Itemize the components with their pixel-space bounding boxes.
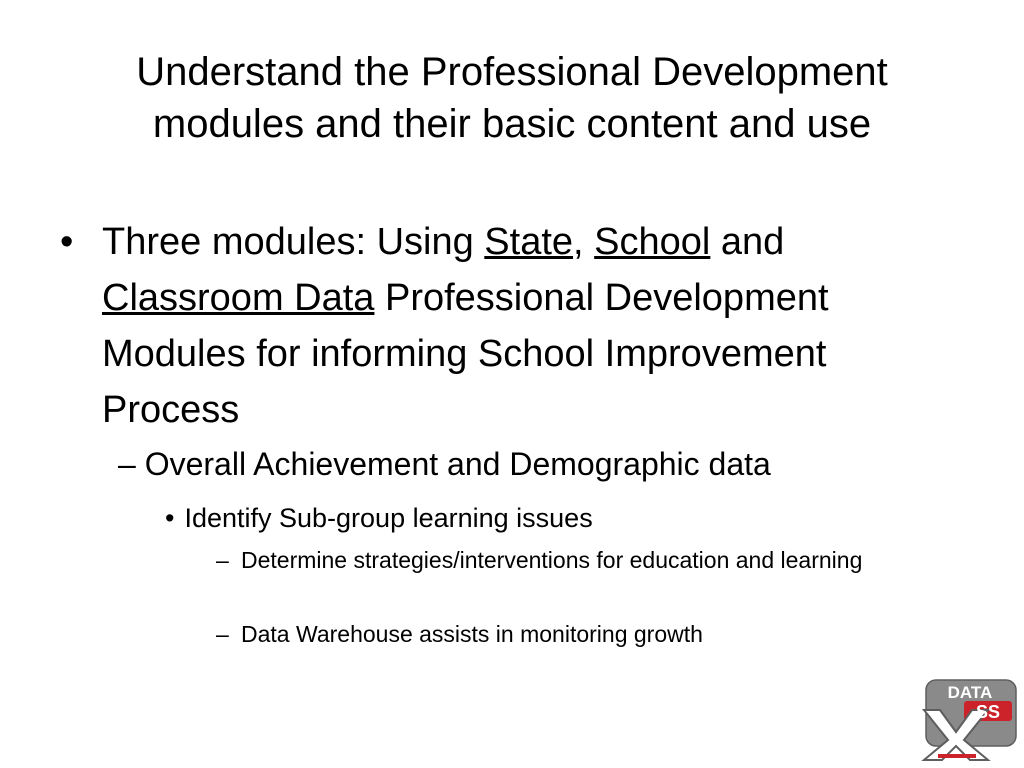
subsub-bullet: • xyxy=(165,503,175,533)
bullet-symbol: • xyxy=(60,221,74,263)
item-data-warehouse-text: Data Warehouse assists in monitoring growth xyxy=(241,621,703,647)
subsub-item-subgroup xyxy=(165,500,925,536)
item-strategies-dash: – xyxy=(216,547,229,573)
bullet-text-part1: Three modules: Using xyxy=(102,221,485,263)
datass-logo-icon xyxy=(916,676,1020,762)
sub-dash: – xyxy=(118,446,136,482)
item-strategies xyxy=(216,544,936,576)
title-line-1: Understand the Professional Development xyxy=(136,50,888,94)
bullet-text-part2: Professional Development Modules for informing School Improvement Process xyxy=(102,277,829,431)
bullet-comma: , xyxy=(573,221,595,263)
item-data-warehouse-dash: – xyxy=(216,621,229,647)
sub-text: Overall Achievement and Demographic data xyxy=(144,446,771,482)
title-line-2: modules and their basic content and use xyxy=(152,102,872,146)
bullet-text xyxy=(102,214,960,438)
classroom-data-link: Classroom Data xyxy=(102,277,375,319)
sub-item-achievement xyxy=(118,442,978,486)
item-strategies-text: Determine strategies/interventions for education and learning xyxy=(241,547,863,573)
bullet-and: and xyxy=(710,221,785,263)
subsub-text: Identify Sub-group learning issues xyxy=(184,503,593,533)
slide-title xyxy=(40,46,984,150)
state-link: State xyxy=(484,221,574,263)
bullet-three-modules xyxy=(60,214,960,438)
school-link: School xyxy=(594,221,711,263)
logo-word-data: DATA xyxy=(947,683,993,702)
logo-word-ss: SS xyxy=(975,702,1001,722)
item-data-warehouse xyxy=(216,618,936,650)
